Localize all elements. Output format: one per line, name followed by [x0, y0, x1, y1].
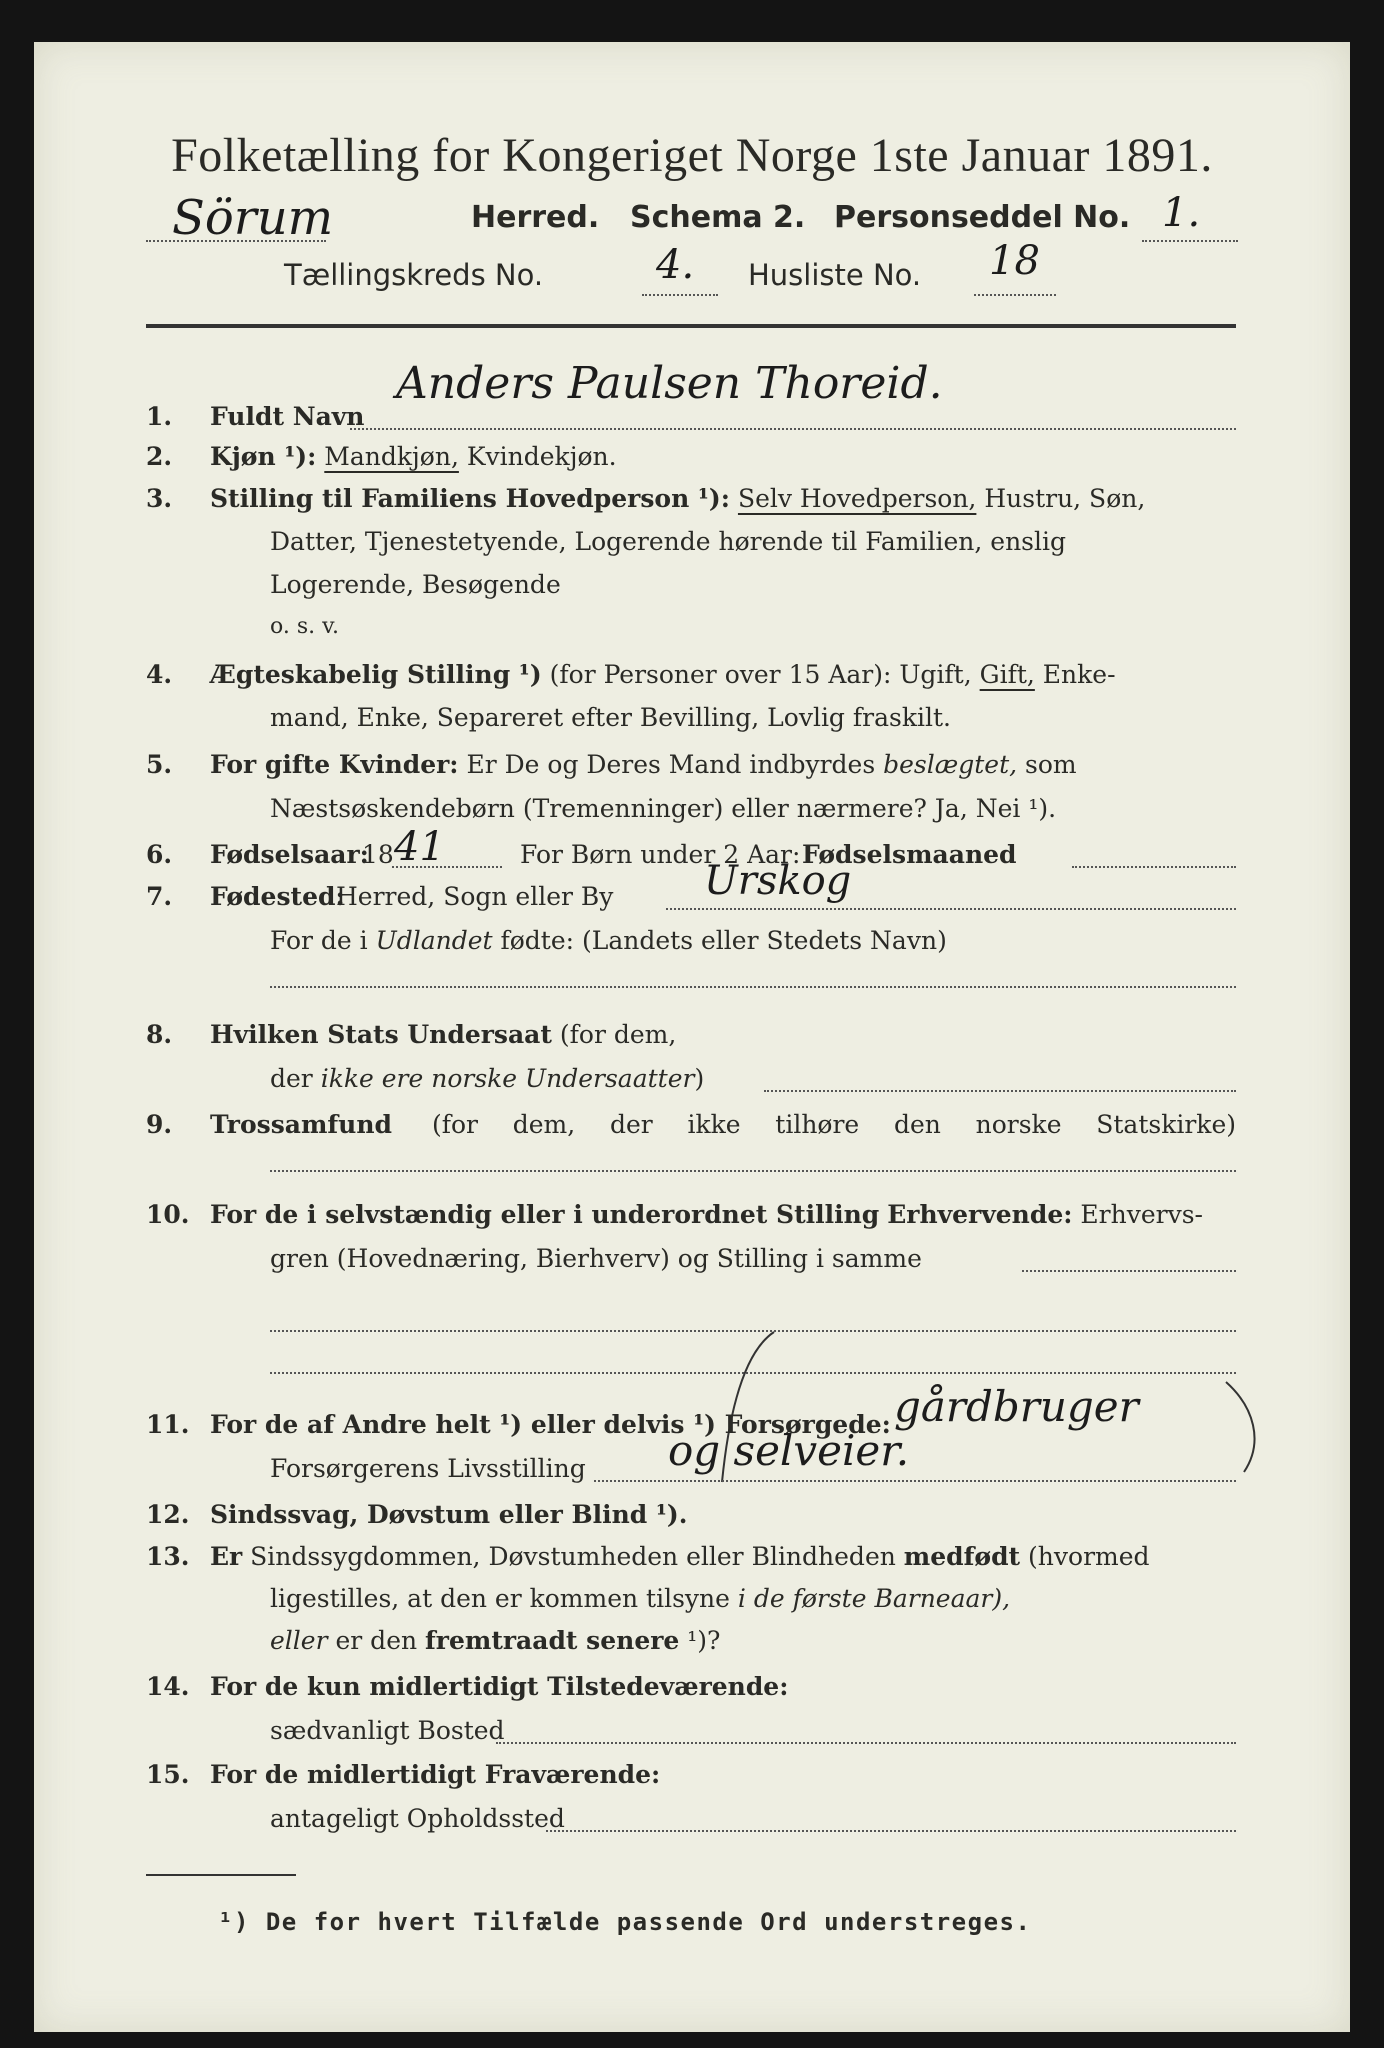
item-1-label: Fuldt Navn — [210, 402, 365, 431]
item-1-fill-line — [350, 428, 1236, 430]
item-number: 10. — [146, 1200, 190, 1229]
item-number: 14. — [146, 1672, 190, 1701]
item-4-text1: (for Personer over 15 Aar): Ugift, — [541, 660, 980, 689]
item-2-text — [210, 442, 617, 471]
item-4-selected: Gift, — [979, 660, 1035, 689]
item-8-line2b: ) — [694, 1064, 705, 1093]
item-14-label: For de kun midlertidigt Tilstedeværende: — [210, 1672, 789, 1701]
item-8-text — [210, 1020, 676, 1049]
personseddel-handwritten: 1. — [1162, 190, 1201, 236]
item-3-line3: Logerende, Besøgende — [270, 570, 561, 599]
census-form-page — [34, 42, 1350, 2032]
footnote: ¹) De for hvert Tilfælde passende Ord understreges. — [218, 1908, 1032, 1936]
item-4-text — [210, 660, 1116, 689]
item-9-text: (for dem, der ikke tilhøre den norske Statskirke) — [432, 1110, 1236, 1139]
item-11-handwritten: gårdbruger — [894, 1382, 1139, 1431]
item-7-line2a: For de i — [270, 926, 376, 955]
item-13-line3 — [270, 1626, 720, 1655]
item-5-text1: Er De og Deres Mand indbyrdes — [458, 750, 884, 779]
item-10-text1: Erhvervs- — [1072, 1200, 1203, 1229]
item-number: 7. — [146, 882, 173, 911]
item-number: 2. — [146, 442, 173, 471]
item-6-handwritten-year: 41 — [394, 824, 445, 870]
item-13-line3b: er den — [327, 1626, 426, 1655]
item-13-line2-italic: i de første Barneaar), — [737, 1584, 1011, 1613]
item-5-text — [210, 750, 1077, 779]
item-number: 11. — [146, 1410, 190, 1439]
item-9-label: Trossamfund — [210, 1110, 393, 1139]
schema-label: Schema 2. — [630, 200, 806, 235]
item-13-line3d: ¹)? — [679, 1626, 721, 1655]
item-8-line2-italic: ikke ere norske Undersaatter — [320, 1064, 695, 1093]
item-number: 4. — [146, 660, 173, 689]
form-title: Folketælling for Kongeriget Norge 1ste Januar 1891. — [171, 129, 1213, 182]
item-11-fill-line — [594, 1480, 1236, 1482]
item-7-label: Fødested: — [210, 882, 345, 911]
item-3-rest: Hustru, Søn, — [976, 484, 1146, 513]
item-number: 13. — [146, 1542, 190, 1571]
item-10-label: For de i selvstændig eller i underordnet Stilling — [210, 1200, 880, 1229]
husliste-label: Husliste No. — [748, 258, 922, 292]
item-3-selected: Selv Hovedperson, — [737, 484, 977, 513]
item-3-label: Stilling til Familiens Hovedperson ¹): — [210, 484, 730, 513]
item-number: 3. — [146, 484, 173, 513]
item-12-label: Sindssvag, Døvstum eller Blind ¹). — [210, 1500, 688, 1529]
personseddel-fill-line — [1142, 240, 1238, 242]
item-14-fill-line — [496, 1742, 1236, 1744]
item-8-fill-line — [764, 1090, 1236, 1092]
item-number: 6. — [146, 840, 173, 869]
item-6-text: For Børn under 2 Aar: — [520, 840, 801, 869]
header-divider — [146, 324, 1236, 328]
item-15-fill-line — [546, 1830, 1236, 1832]
item-11-label: For de af Andre helt ¹) eller delvis ¹) Forsørgede: — [210, 1410, 891, 1439]
item-7-fill-line — [666, 908, 1236, 910]
item-10-fill-line-1 — [1022, 1270, 1236, 1272]
item-number: 1. — [146, 402, 173, 431]
item-5-italic: beslægtet, — [883, 750, 1018, 779]
husliste-handwritten: 18 — [989, 238, 1040, 284]
item-4-line2: mand, Enke, Separeret efter Bevilling, Lovlig fraskilt. — [270, 703, 951, 732]
item-10-label2: Erhvervende: — [887, 1200, 1073, 1229]
item-11-line2: Forsørgerens Livsstilling — [270, 1454, 586, 1483]
item-7-line2-italic: Udlandet — [375, 926, 493, 955]
item-8-label: Hvilken Stats Undersaat — [210, 1020, 552, 1049]
item-10-text — [210, 1200, 1203, 1229]
item-13-line3-italic: eller — [270, 1626, 328, 1655]
personseddel-label: Personseddel No. — [834, 200, 1131, 235]
item-number: 5. — [146, 750, 173, 779]
item-5-text2: som — [1017, 750, 1077, 779]
item-13-label2: medfødt — [903, 1542, 1021, 1571]
item-5-label: For gifte Kvinder: — [210, 750, 459, 779]
item-2-label: Kjøn ¹): — [210, 442, 317, 471]
item-4-label: Ægteskabelig Stilling ¹) — [210, 660, 542, 689]
item-number: 15. — [146, 1760, 190, 1789]
item-13-label: Er — [210, 1542, 243, 1571]
item-11-handwritten-2: og selveier. — [668, 1426, 910, 1475]
item-1-handwritten-name: Anders Paulsen Thoreid. — [396, 358, 943, 409]
item-2-selected: Mandkjøn, — [324, 442, 459, 471]
item-10-line2: gren (Hovednæring, Bierhverv) og Stilling i samme — [270, 1244, 922, 1273]
item-7-line2 — [270, 926, 947, 955]
item-7-text: Herred, Sogn eller By — [336, 882, 614, 911]
item-13-line2a: ligestilles, at den er kommen tilsyne — [270, 1584, 738, 1613]
item-13-line3c: fremtraadt senere — [425, 1626, 680, 1655]
item-13-text — [210, 1542, 1150, 1571]
item-13-line2 — [270, 1584, 1010, 1613]
item-number: 9. — [146, 1110, 173, 1139]
item-6-month-fill-line — [1072, 866, 1236, 868]
husliste-fill-line — [974, 294, 1056, 296]
item-number: 8. — [146, 1020, 173, 1049]
item-8-line2 — [270, 1064, 704, 1093]
item-5-line2: Næstsøskendebørn (Tremenninger) eller nærmere? Ja, Nei ¹). — [270, 794, 1057, 823]
item-15-line2: antageligt Opholdssted — [270, 1804, 565, 1833]
item-14-line2: sædvanligt Bosted — [270, 1716, 505, 1745]
item-3-text — [210, 484, 1145, 513]
item-3-line2: Datter, Tjenestetyende, Logerende hørende til Familien, enslig — [270, 527, 1067, 556]
item-15-label: For de midlertidigt Fraværende: — [210, 1760, 661, 1789]
item-6-year-prefix: 18 — [362, 840, 394, 869]
item-4-text2: Enke- — [1034, 660, 1116, 689]
item-6-label2: Fødselsmaaned — [802, 840, 1017, 869]
item-number: 12. — [146, 1500, 190, 1529]
item-13-text1: Sindssygdommen, Døvstumheden eller Blindheden — [242, 1542, 904, 1571]
kreds-handwritten: 4. — [656, 242, 695, 288]
item-8-line2a: der — [270, 1064, 321, 1093]
item-8-text1: (for dem, — [551, 1020, 677, 1049]
item-13-text2: (hvormed — [1020, 1542, 1150, 1571]
footnote-divider — [146, 1874, 296, 1876]
item-6-label: Fødselsaar: — [210, 840, 369, 869]
item-3-line4: o. s. v. — [270, 614, 339, 639]
herred-handwritten: Sörum — [172, 190, 334, 246]
kreds-label: Tællingskreds No. — [284, 258, 544, 292]
item-9-fill-line — [270, 1170, 1236, 1172]
item-7-abroad-fill-line — [270, 986, 1236, 988]
item-7-line2b: fødte: (Landets eller Stedets Navn) — [492, 926, 947, 955]
kreds-fill-line — [642, 294, 718, 296]
item-7-handwritten-place: Urskog — [704, 858, 852, 904]
herred-label: Herred. — [471, 200, 600, 235]
item-2-rest: Kvindekjøn. — [458, 442, 617, 471]
